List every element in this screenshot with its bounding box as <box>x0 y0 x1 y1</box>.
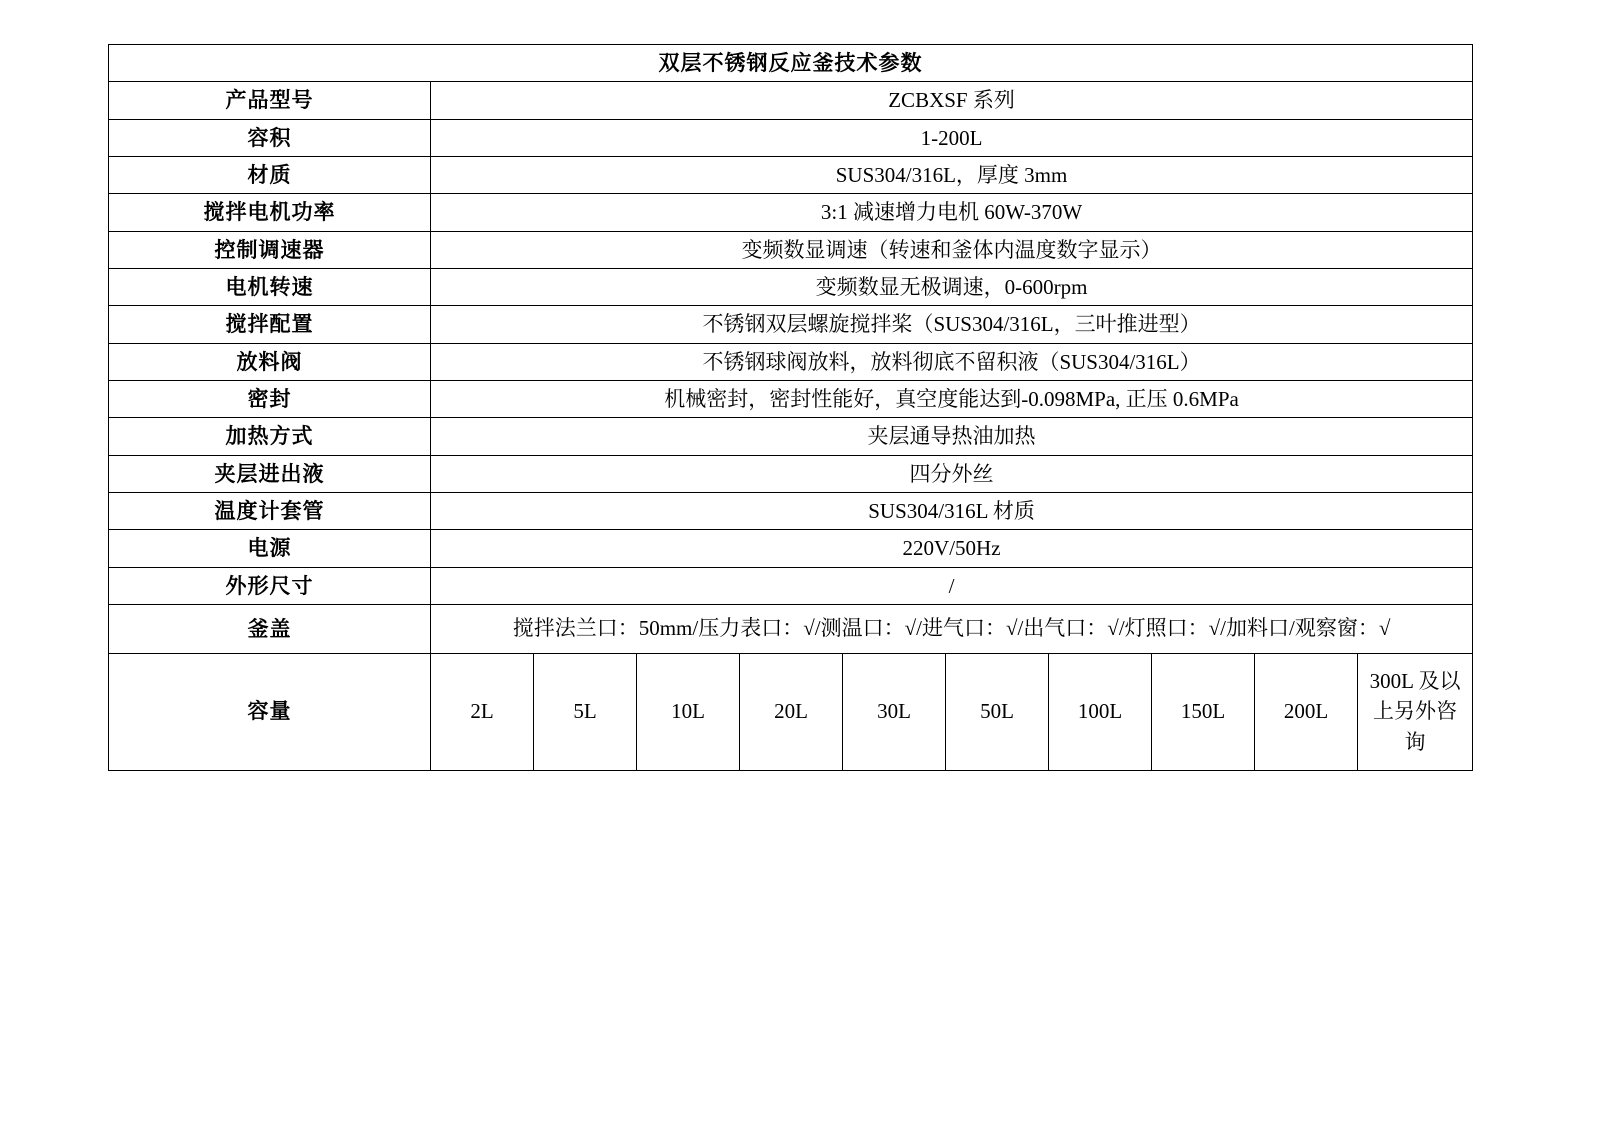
row-label: 控制调速器 <box>109 231 431 268</box>
table-row <box>109 455 1473 492</box>
row-label: 釜盖 <box>109 605 431 654</box>
capacity-value: 2L <box>431 653 534 770</box>
table-row <box>109 157 1473 194</box>
table-row <box>109 418 1473 455</box>
row-label: 电机转速 <box>109 269 431 306</box>
table-row <box>109 119 1473 156</box>
capacity-value: 300L 及以上另外咨询 <box>1358 653 1473 770</box>
table-row <box>109 231 1473 268</box>
table-row-title <box>109 45 1473 82</box>
row-label: 放料阀 <box>109 343 431 380</box>
table-row <box>109 82 1473 119</box>
table-row <box>109 381 1473 418</box>
capacity-value: 5L <box>534 653 637 770</box>
row-value: 不锈钢双层螺旋搅拌桨（SUS304/316L，三叶推进型） <box>431 306 1473 343</box>
capacity-value: 30L <box>843 653 946 770</box>
table-row <box>109 194 1473 231</box>
table-row <box>109 567 1473 604</box>
spec-table <box>108 44 1473 771</box>
row-label: 电源 <box>109 530 431 567</box>
row-label: 密封 <box>109 381 431 418</box>
row-value: 四分外丝 <box>431 455 1473 492</box>
row-value: 3:1 减速增力电机 60W-370W <box>431 194 1473 231</box>
capacity-value: 50L <box>946 653 1049 770</box>
table-row <box>109 493 1473 530</box>
capacity-label: 容量 <box>109 653 431 770</box>
table-row <box>109 605 1473 654</box>
row-value: 机械密封，密封性能好，真空度能达到-0.098MPa, 正压 0.6MPa <box>431 381 1473 418</box>
capacity-value: 200L <box>1255 653 1358 770</box>
row-value: 1-200L <box>431 119 1473 156</box>
row-label: 容积 <box>109 119 431 156</box>
row-value: 变频数显调速（转速和釜体内温度数字显示） <box>431 231 1473 268</box>
row-label: 产品型号 <box>109 82 431 119</box>
table-row-capacity <box>109 653 1473 770</box>
row-label: 材质 <box>109 157 431 194</box>
row-label: 加热方式 <box>109 418 431 455</box>
capacity-value: 100L <box>1049 653 1152 770</box>
capacity-value: 10L <box>637 653 740 770</box>
table-row <box>109 269 1473 306</box>
row-label: 搅拌配置 <box>109 306 431 343</box>
row-value: 不锈钢球阀放料，放料彻底不留积液（SUS304/316L） <box>431 343 1473 380</box>
capacity-value: 20L <box>740 653 843 770</box>
row-label: 搅拌电机功率 <box>109 194 431 231</box>
page-title: 双层不锈钢反应釜技术参数 <box>109 45 1473 82</box>
row-value: 夹层通导热油加热 <box>431 418 1473 455</box>
row-value: ZCBXSF 系列 <box>431 82 1473 119</box>
row-value: 220V/50Hz <box>431 530 1473 567</box>
row-label: 外形尺寸 <box>109 567 431 604</box>
row-value: / <box>431 567 1473 604</box>
capacity-value: 150L <box>1152 653 1255 770</box>
row-label: 温度计套管 <box>109 493 431 530</box>
row-value: SUS304/316L 材质 <box>431 493 1473 530</box>
table-row <box>109 306 1473 343</box>
row-label: 夹层进出液 <box>109 455 431 492</box>
table-row <box>109 343 1473 380</box>
row-value: SUS304/316L，厚度 3mm <box>431 157 1473 194</box>
table-row <box>109 530 1473 567</box>
row-value: 搅拌法兰口：50mm/压力表口：√/测温口：√/进气口：√/出气口：√/灯照口：√/加料口/观察窗：√ <box>431 605 1473 654</box>
row-value: 变频数显无极调速，0-600rpm <box>431 269 1473 306</box>
